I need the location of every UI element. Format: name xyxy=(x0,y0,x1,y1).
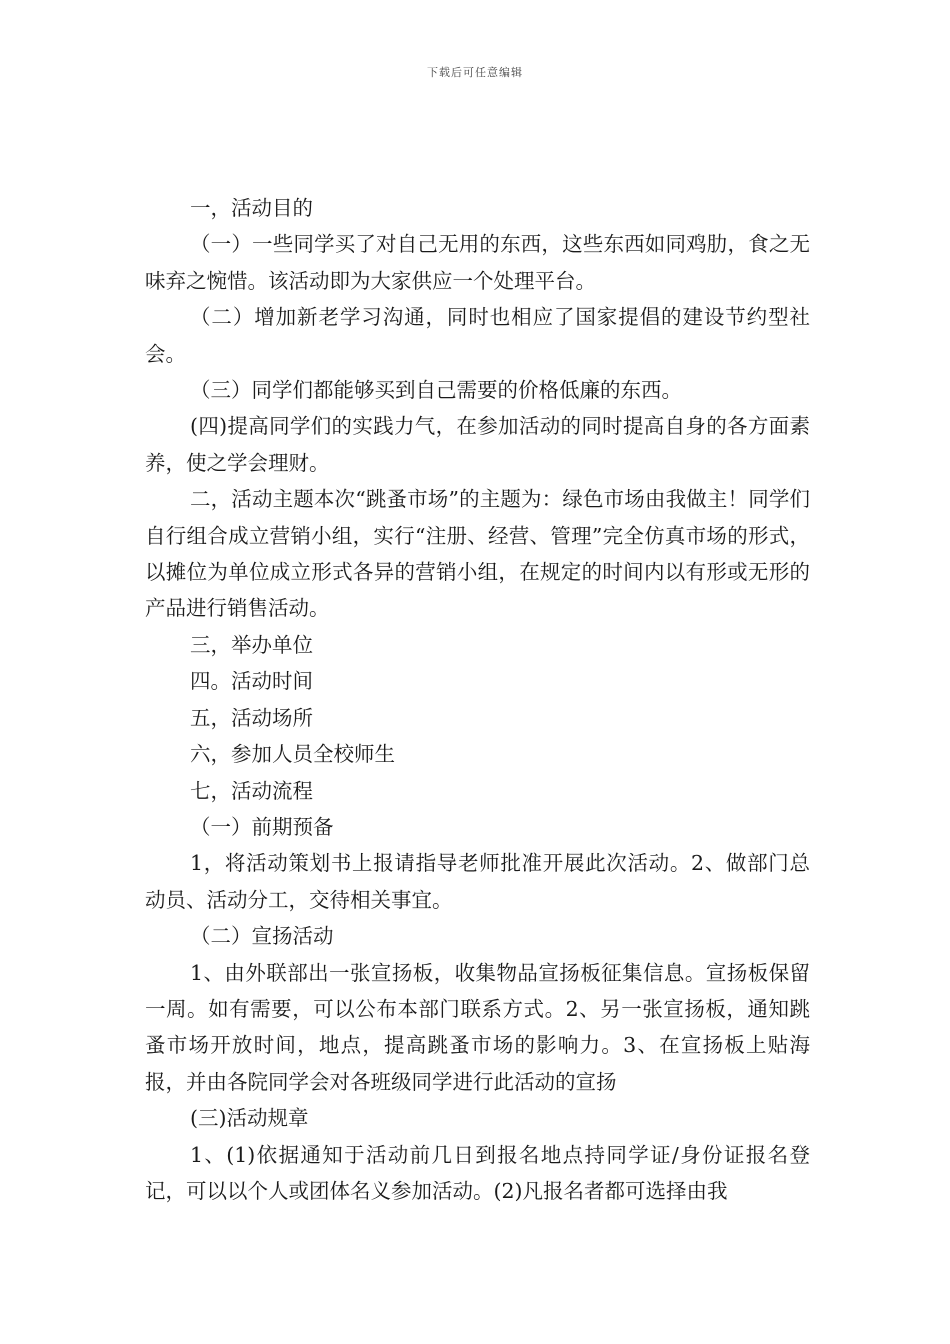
paragraph: （二）增加新老学习沟通，同时也相应了国家提倡的建设节约型社会。 xyxy=(145,305,810,366)
subsection-heading: (三)活动规章 xyxy=(190,1106,309,1131)
section-heading-venue: 五，活动场所 xyxy=(190,705,313,730)
section-heading-participants: 六，参加人员全校师生 xyxy=(190,742,395,767)
section-heading-process: 七，活动流程 xyxy=(190,778,313,803)
section-heading-purpose: 一，活动目的 xyxy=(190,196,313,220)
paragraph: 二，活动主题本次“跳蚤市场”的主题为：绿色市场由我做主！同学们自行组合成立营销小组，实行“注册、经营、管理”完全仿真市场的形式，以摊位为单位成立形式各异的营销小组，在规定的时间内以有形或无形的产品进行销售活动。 xyxy=(145,487,810,621)
document-body xyxy=(145,190,810,1209)
subsection-heading: （二）宣扬活动 xyxy=(190,924,334,949)
paragraph: （一）一些同学买了对自己无用的东西，这些东西如同鸡肋，食之无味弃之惋惜。该活动即为大家供应一个处理平台。 xyxy=(145,232,810,293)
section-heading-organizer: 三，举办单位 xyxy=(190,632,313,657)
paragraph: (四)提高同学们的实践力气，在参加活动的同时提高自身的各方面素养，使之学会理财。 xyxy=(145,414,810,475)
paragraph: 1，将活动策划书上报请指导老师批准开展此次活动。2、做部门总动员、活动分工，交待相关事宜。 xyxy=(145,851,810,912)
paragraph: （三）同学们都能够买到自己需要的价格低廉的东西。 xyxy=(190,378,682,403)
paragraph: 1、由外联部出一张宣扬板，收集物品宣扬板征集信息。宣扬板保留一周。如有需要，可以公布本部门联系方式。2、另一张宣扬板，通知跳蚤市场开放时间，地点，提高跳蚤市场的影响力。3、在宣扬板上贴海报，并由各院同学会对各班级同学进行此活动的宣扬 xyxy=(145,960,810,1094)
paragraph: 1、(1)依据通知于活动前几日到报名地点持同学证/身份证报名登记，可以以个人或团体名义参加活动。(2)凡报名者都可选择由我 xyxy=(145,1142,810,1203)
section-heading-time: 四。活动时间 xyxy=(190,669,313,694)
subsection-heading: （一）前期预备 xyxy=(190,814,334,839)
page-header: 下载后可任意编辑 xyxy=(427,66,523,79)
